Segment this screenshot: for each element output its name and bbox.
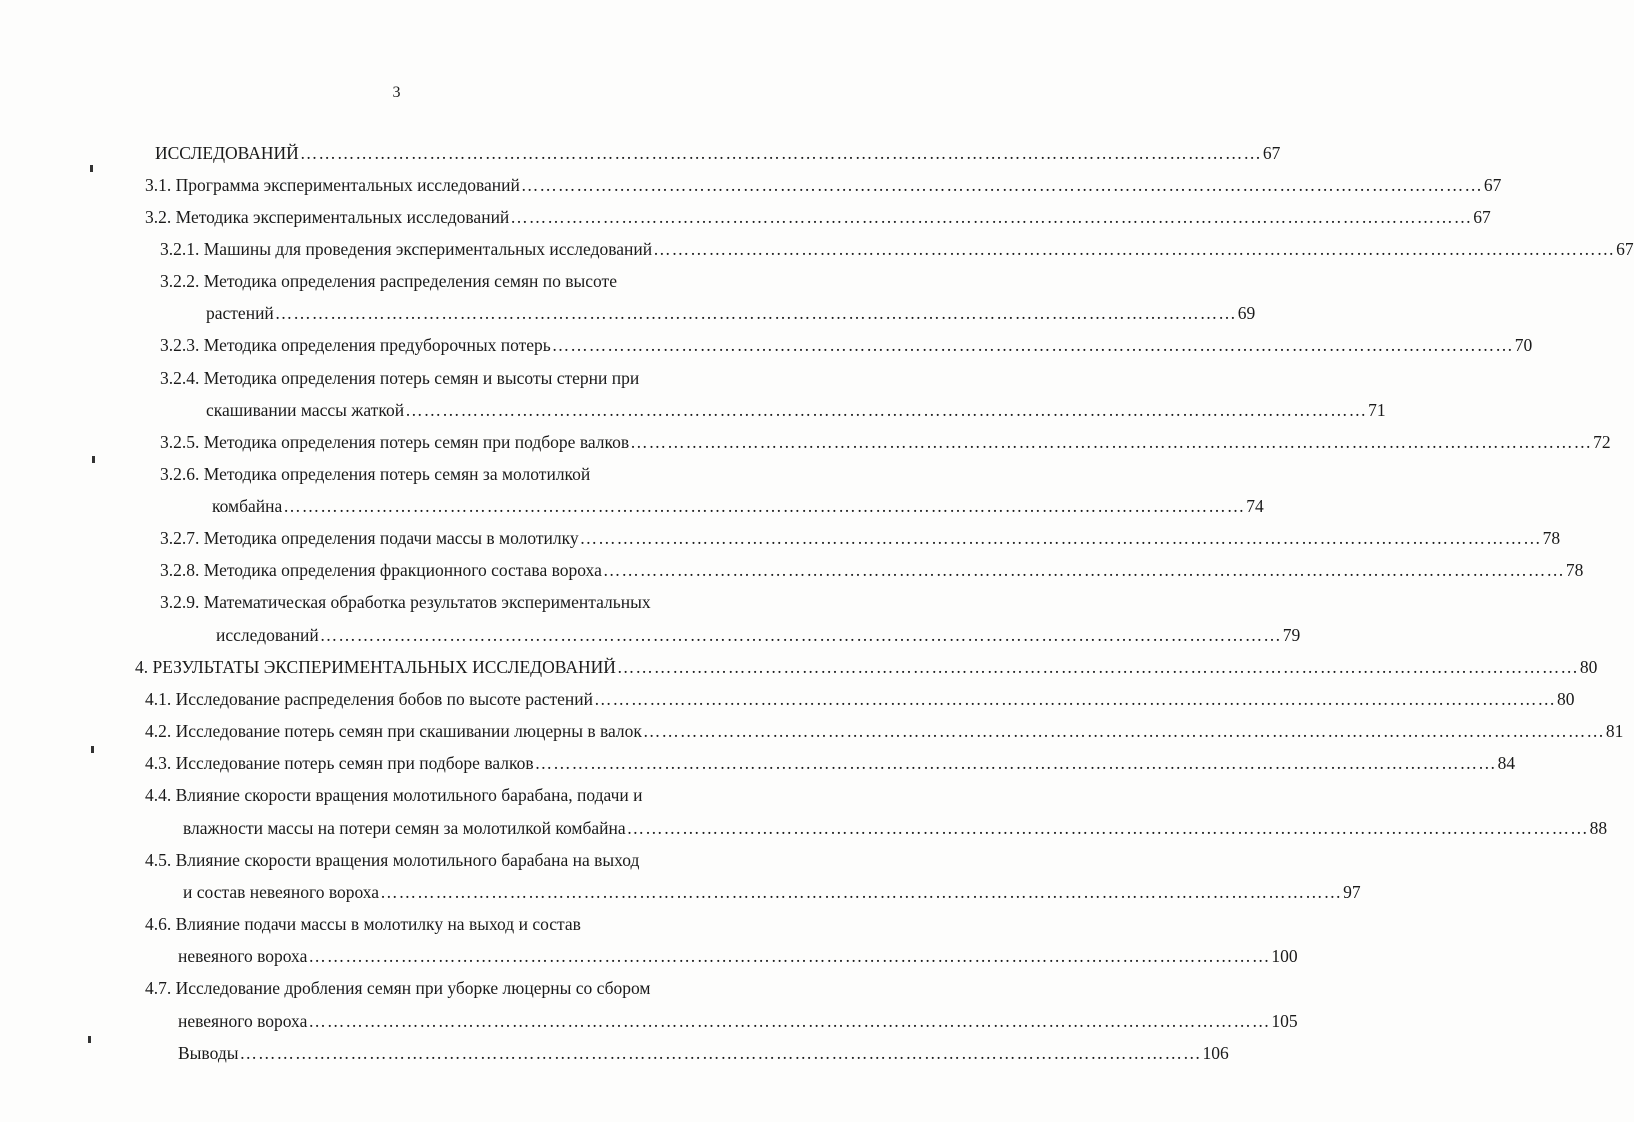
toc-entry-page: 88 [1589, 818, 1608, 838]
toc-entry-text: Методика экспериментальных исследований [175, 207, 510, 227]
toc-entry-number: 4.5. [145, 850, 172, 870]
toc-entry-number: 3.2.3. [160, 335, 200, 355]
toc-entry-text: РЕЗУЛЬТАТЫ ЭКСПЕРИМЕНТАЛЬНЫХ ИССЛЕДОВАНИЙ [152, 657, 616, 677]
toc-leader: ………………………………………………………………………………………………………………………………………… [274, 303, 1237, 323]
toc-entry-page: 100 [1271, 946, 1298, 966]
toc-leader: ………………………………………………………………………………………………………………………………………… [520, 175, 1483, 195]
toc-entry [160, 367, 793, 389]
toc-entry [183, 881, 1361, 903]
toc-entry-page: 80 [1557, 689, 1575, 709]
toc-leader: ………………………………………………………………………………………………………………………………………… [551, 335, 1514, 355]
toc-entry-text: Методика определения потерь семян и высоты стерни при [203, 368, 640, 388]
toc-entry-text: Математическая обработка результатов экспериментальных [203, 592, 651, 612]
toc-entry [145, 977, 793, 999]
toc-entry-text: Методика определения потерь семян за молотилкой [203, 464, 591, 484]
toc-entry-page: 105 [1271, 1011, 1298, 1031]
toc-entry-text: Методика определения фракционного состава вороха [203, 560, 602, 580]
toc-entry-page: 79 [1282, 625, 1301, 645]
toc-entry [135, 656, 1598, 678]
toc-entry-text: и состав невеяного вороха [183, 882, 380, 902]
scan-mark [90, 165, 93, 172]
toc-entry-page: 72 [1593, 432, 1611, 452]
toc-entry [145, 849, 793, 871]
toc-entry-text: Методика определения предуборочных потерь [203, 335, 551, 355]
toc-leader: ………………………………………………………………………………………………………………………………………… [283, 496, 1246, 516]
toc-entry-text: Машины для проведения экспериментальных исследований [203, 239, 653, 259]
toc-entry-number: 3.1. [145, 175, 172, 195]
toc-entry-page: 78 [1542, 528, 1561, 548]
toc-entry [160, 334, 1533, 356]
scan-mark [88, 1036, 91, 1043]
toc-entry-page: 67 [1262, 143, 1281, 163]
toc-entry [160, 527, 1561, 549]
toc-entry-text: Программа экспериментальных исследований [175, 175, 520, 195]
toc-entry-number: 4.6. [145, 914, 172, 934]
toc-entry-page: 67 [1473, 207, 1491, 227]
toc-entry-text: влажности массы на потери семян за молотилкой комбайна [183, 818, 626, 838]
toc-entry [178, 945, 1298, 967]
toc-entry [145, 688, 1575, 710]
toc-entry-number: 4. [135, 657, 149, 677]
toc-entry-number: 4.2. [145, 721, 172, 741]
toc-entry [160, 463, 793, 485]
toc-entry-text: невеяного вороха [178, 946, 308, 966]
toc-entry-page: 80 [1579, 657, 1598, 677]
toc-entry-page: 106 [1202, 1043, 1229, 1063]
toc-entry-number: 4.7. [145, 978, 172, 998]
toc-leader: ………………………………………………………………………………………………………………………………………… [594, 689, 1556, 709]
toc-entry-text: Исследование распределения бобов по высоте растений [175, 689, 593, 709]
toc-entry [160, 431, 1611, 453]
toc-entry [160, 270, 793, 292]
toc-entry [206, 302, 1256, 324]
toc-entry-page: 81 [1605, 721, 1624, 741]
toc-entry-number: 3.2.7. [160, 528, 200, 548]
toc-entry [178, 1010, 1298, 1032]
toc-leader: ………………………………………………………………………………………………………………………………………… [239, 1043, 1202, 1063]
toc-entry-text: ИССЛЕДОВАНИЙ [155, 143, 299, 163]
toc-entry-text: Влияние скорости вращения молотильного барабана, подачи и [175, 785, 643, 805]
toc-entry-number: 4.4. [145, 785, 172, 805]
toc-entry-number: 3.2.4. [160, 368, 200, 388]
toc-leader: ………………………………………………………………………………………………………………………………………… [510, 207, 1473, 227]
toc-leader: ………………………………………………………………………………………………………………………………………… [602, 560, 1565, 580]
toc-leader: ………………………………………………………………………………………………………………………………………… [616, 657, 1579, 677]
toc-entry-page: 71 [1368, 400, 1386, 420]
toc-leader: ………………………………………………………………………………………………………………………………………… [653, 239, 1616, 259]
toc-entry-number: 3.2.5. [160, 432, 200, 452]
toc-entry-text: невеяного вороха [178, 1011, 308, 1031]
toc-entry-text: Исследование потерь семян при скашивании люцерны в валок [175, 721, 642, 741]
toc-entry [160, 238, 1634, 260]
toc-entry-text: скашивании массы жаткой [206, 400, 405, 420]
toc-entry-page: 78 [1565, 560, 1584, 580]
toc-entry-page: 67 [1616, 239, 1634, 259]
toc-entry-text: Выводы [178, 1043, 239, 1063]
toc-entry [145, 720, 1624, 742]
toc-entry-text: Методика определения подачи массы в молотилку [203, 528, 579, 548]
toc-entry [145, 784, 793, 806]
toc-entry-page: 74 [1246, 496, 1264, 516]
toc-entry [160, 591, 793, 613]
toc-entry [160, 559, 1584, 581]
toc-entry-number: 3.2.1. [160, 239, 200, 259]
toc-entry-number: 3.2.9. [160, 592, 200, 612]
toc-entry-text: Исследование дробления семян при уборке люцерны со сбором [175, 978, 651, 998]
toc-entry-text: Влияние скорости вращения молотильного барабана на выход [175, 850, 640, 870]
toc-entry [183, 817, 1608, 839]
toc-entry [178, 1042, 1229, 1064]
toc-entry-number: 4.1. [145, 689, 172, 709]
toc-entry-text: Методика определения потерь семян при подборе валков [203, 432, 630, 452]
scan-mark [91, 746, 94, 753]
toc-entry-text: растений [206, 303, 274, 323]
toc-leader: ………………………………………………………………………………………………………………………………………… [630, 432, 1593, 452]
toc-leader: ………………………………………………………………………………………………………………………………………… [299, 143, 1262, 163]
toc-entry-page: 70 [1514, 335, 1533, 355]
toc-leader: ………………………………………………………………………………………………………………………………………… [380, 882, 1343, 902]
toc-leader: ………………………………………………………………………………………………………………………………………… [579, 528, 1542, 548]
toc-entry-page: 67 [1483, 175, 1502, 195]
toc-leader: ………………………………………………………………………………………………………………………………………… [308, 1011, 1271, 1031]
toc-entry [212, 495, 1264, 517]
scan-mark [92, 456, 95, 463]
toc-entry [145, 174, 1502, 196]
toc-entry [216, 624, 1301, 646]
toc-entry [206, 399, 1386, 421]
toc-leader: ………………………………………………………………………………………………………………………………………… [642, 721, 1605, 741]
toc-leader: ………………………………………………………………………………………………………………………………………… [308, 946, 1271, 966]
toc-entry-number: 3.2.8. [160, 560, 200, 580]
toc-entry-number: 3.2. [145, 207, 172, 227]
toc-leader: ………………………………………………………………………………………………………………………………………… [405, 400, 1368, 420]
toc-entry-number: 4.3. [145, 753, 172, 773]
toc-entry-text: исследований [216, 625, 319, 645]
toc-leader: ………………………………………………………………………………………………………………………………………… [626, 818, 1589, 838]
toc-entry-text: Методика определения распределения семян по высоте [203, 271, 617, 291]
toc-entry-page: 84 [1497, 753, 1516, 773]
toc-entry-text: комбайна [212, 496, 283, 516]
toc-entry-number: 3.2.6. [160, 464, 200, 484]
toc-leader: ………………………………………………………………………………………………………………………………………… [534, 753, 1497, 773]
toc-leader: ………………………………………………………………………………………………………………………………………… [319, 625, 1282, 645]
toc-entry [145, 752, 1516, 774]
toc-entry-number: 3.2.2. [160, 271, 200, 291]
toc-entry-text: Исследование потерь семян при подборе валков [175, 753, 534, 773]
toc-entry-page: 97 [1343, 882, 1361, 902]
toc-entry [145, 913, 793, 935]
page-number: 3 [392, 84, 401, 101]
toc-entry-page: 69 [1237, 303, 1256, 323]
toc-entry [155, 142, 1281, 164]
toc-entry [145, 206, 1491, 228]
toc-entry-text: Влияние подачи массы в молотилку на выход и состав [175, 914, 581, 934]
